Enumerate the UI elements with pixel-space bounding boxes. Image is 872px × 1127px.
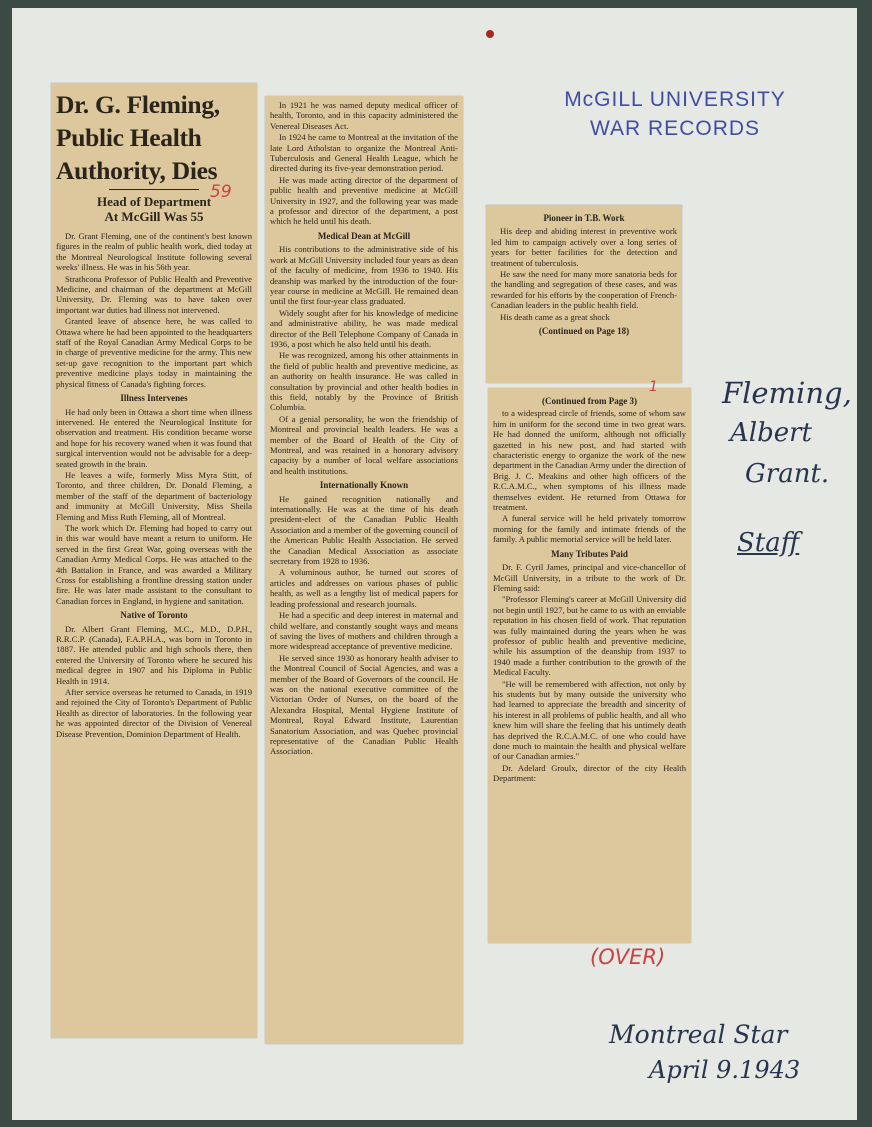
article-body xyxy=(493,396,686,784)
clipping-column-3-bottom xyxy=(488,388,691,943)
paragraph: In 1921 he was named deputy medical officer of health, Toronto, and in this capacity administered the Venereal Diseases Act. xyxy=(270,100,458,131)
paragraph: Granted leave of absence here, he was called to Ottawa where he had been appointed to the headquarters staff of the Royal Canadian Army Medical Corps to be in charge of preventive medicine for the army. This new set-up gave recognition to the important part which preventive medicine plays today in maintaining the physical fitness of Canada's fighting forces. xyxy=(56,316,252,389)
handwritten-date: April 9.1943 xyxy=(649,1056,801,1084)
war-records-stamp xyxy=(540,85,810,143)
handwritten-source: Montreal Star xyxy=(609,1020,788,1049)
paragraph: Of a genial personality, he won the friendship of Montreal and provincial health leaders. He was a member of the Board of Health of the City of Montreal, and was retained in a honorary advisory capacity by a number of local welfare associations and health institutions. xyxy=(270,413,458,476)
article-body xyxy=(270,100,458,757)
paragraph: "He will be remembered with affection, not only by his students but by many outside the university who had learned to appreciate the breadth and sincerity of his interest in all problems of public health, and all who knew him will share the feeling that his untimely death has deprived the R.C.A.M.C. of one who could have done much to maintain the health and physical welfare of our Canadian armies." xyxy=(493,678,686,762)
paragraph: The work which Dr. Fleming had hoped to carry out in this war would have meant a return to uniform. He served in the first Great War, going overseas with the Canadian Army Medical Corps. He was attached to the 4th Battalion in France, and was awarded a Military Cross for establishing a frontline dressing station under fire. He was later made assistant to the consultant to Canadian forces in England, in hygiene and sanitation. xyxy=(56,522,252,606)
clipping-column-1 xyxy=(51,83,257,1038)
paragraph: He leaves a wife, formerly Miss Myra Stitt, of Toronto, and three children, Dr. Donald Fleming, a member of the staff of the department of bacteriology and immunity at McGill University, Miss Sheila Fleming and Miss Ruth Fleming, all of Montreal. xyxy=(56,469,252,522)
page-number-note: 59 xyxy=(210,182,232,202)
handwritten-staff: Staff xyxy=(737,528,800,558)
over-note: (OVER) xyxy=(590,945,666,969)
deck-line: Head of Department xyxy=(96,194,212,209)
paragraph: Dr. F. Cyril James, principal and vice-chancellor of McGill University, in a tribute to the work of Dr. Fleming said: xyxy=(493,562,686,593)
handwritten-middle-name: Grant. xyxy=(745,459,830,489)
pen-mark: 1 xyxy=(649,379,658,395)
paragraph: After service overseas he returned to Canada, in 1919 and rejoined the City of Toronto's Department of Public Health as director of laboratories. In the following year he was appointed director of the Division of Venereal Disease Prevention, Dominion Department of Health. xyxy=(56,687,252,739)
paragraph: He had only been in Ottawa a short time when illness intervened. He entered the Neurological Institute for observation and treatment. His condition became worse and hope for his recovery waned when it was found that surgical intervention would not be advisable for a deep-seated growth in the brain. xyxy=(56,406,252,469)
article-body xyxy=(491,213,677,336)
subheading: Medical Dean at McGill xyxy=(317,230,411,241)
paragraph: Widely sought after for his knowledge of medicine and administrative ability, he was made medical director of the Bell Telephone Company of Canada in 1936, a post which he also held until his death. xyxy=(270,307,458,349)
paragraph: His deep and abiding interest in preventive work led him to campaign actively over a long series of years for better facilities for the detection and treatment of tuberculosis. xyxy=(491,226,677,268)
paragraph: Dr. Adelard Groulx, director of the city Health Department: xyxy=(493,762,686,784)
deck-line: At McGill Was 55 xyxy=(104,209,204,224)
scrapbook-page xyxy=(12,8,857,1120)
ink-dot xyxy=(486,30,494,38)
continuation-note: (Continued on Page 18) xyxy=(538,326,630,337)
paragraph: A funeral service will be held privately tomorrow morning for the family and intimate friends of the family. A public memorial service will be held later. xyxy=(493,513,686,545)
stamp-line-1: McGILL UNIVERSITY xyxy=(564,88,786,111)
headline-line: Public Health xyxy=(56,123,202,152)
paragraph: He served since 1930 as honorary health adviser to the Montreal Council of Social Agencies, and was a member of the Board of Governors of the council. He was on the national executive committee of the Victorian Order of Nurses, on the board of the Alexandra Hospital, Mental Hygiene Institute of Montreal, Royal Edward Institute, Laurentian Sanatorium Association, and was Quebec provincial representative of the Canadian Public Health Association. xyxy=(270,652,458,757)
paragraph: In 1924 he came to Montreal at the invitation of the late Lord Atholstan to organize the Montreal Anti-Tuberculosis and General Health League, which he directed during its five-year demonstration period. xyxy=(270,132,458,174)
clipping-column-3-top xyxy=(486,205,682,383)
subheading: Native of Toronto xyxy=(120,610,188,621)
paragraph: He had a specific and deep interest in maternal and child welfare, and constantly sought ways and means of saving the lives of mothers and children through a more widespread acceptance of preventive medicine. xyxy=(270,610,458,652)
subheading: Many Tributes Paid xyxy=(551,548,628,559)
paragraph: He was recognized, among his other attainments in the field of public health and preventive medicine, as an authority on health insurance. He was called in consultation by provincial and other health bodies in this field, notably by the Province of British Columbia. xyxy=(270,350,458,413)
continuation-note: (Continued from Page 3) xyxy=(541,396,638,406)
handwritten-first-name: Albert xyxy=(730,418,812,448)
paragraph: Strathcona Professor of Public Health and Preventive Medicine, and chairman of the department at McGill University, Dr. Fleming was to have taken over important war duties had illness not intervened. xyxy=(56,273,252,315)
article-body xyxy=(56,231,252,739)
subheading: Internationally Known xyxy=(319,480,409,491)
paragraph: He saw the need for many more sanatoria beds for the handling and segregation of these cases, and was rewarded for his efforts by the cooperation of French-Canadian leaders in the public health field. xyxy=(491,269,677,311)
headline xyxy=(56,88,252,187)
paragraph: His death came as a great shock xyxy=(500,311,610,322)
paragraph: "Professor Fleming's career at McGill University did not begin until 1927, but he came to us with an enviable reputation in his chosen field of work. That reputation was fully maintained during the years when he was professor of public health and preventive medicine, while his assumption of the deanship from 1937 to 1940 made a further contribution to the growth of the Medical Faculty. xyxy=(493,594,686,678)
divider xyxy=(109,189,199,190)
paragraph: His contributions to the administrative side of his work at McGill University included four years as dean of the faculty of medicine, from 1936 to 1940. His deanship was marked by the introduction of the four-year course in medicine at McGill. He remained dean until the first four-year class graduated. xyxy=(270,244,458,307)
stamp-line-2: WAR RECORDS xyxy=(589,117,761,140)
clipping-column-2 xyxy=(265,96,463,1044)
headline-line: Authority, Dies xyxy=(56,156,218,185)
paragraph: He was made acting director of the department of public health and preventive medicine at McGill University in 1927, and the following year was made a professor and director of the department, a post which he held until his death. xyxy=(270,174,458,227)
paragraph: to a widespread circle of friends, some of whom saw him in uniform for the second time in two great wars. He had donned the uniform, although not officially gazetted in his new post, and had started with characteristic energy to organize the work of the new department in the Canadian Army under the direction of Brig. J. C. Meakins and other high officers of the R.C.A.M.C., when symptoms of his illness made themselves evident. He returned from Ottawa for treatment. xyxy=(493,408,686,513)
subheading: Pioneer in T.B. Work xyxy=(543,213,625,223)
subheading: Illness Intervenes xyxy=(120,393,188,404)
paragraph: He gained recognition nationally and internationally. He was at the time of his death president-elect of the Canadian Public Health Association and a member of the governing council of the American Public Health Association. He served the Canadian Medical Association as associate secretary from 1928 to 1936. xyxy=(270,493,458,567)
headline-line: Dr. G. Fleming, xyxy=(56,90,220,119)
paragraph: Dr. Grant Fleming, one of the continent's best known figures in the realm of public health work, died today at the Montreal Neurological Institute following several weeks' illness. He was in his 56th year. xyxy=(56,231,252,273)
paragraph: Dr. Albert Grant Fleming, M.C., M.D., D.P.H., R.R.C.P. (Canada), F.A.P.H.A., was born in Toronto in 1887. He attended public and high schools there, then entered the University of Toronto where he secured his medical degree in 1907 and his Diploma in Public Health in 1914. xyxy=(56,623,252,686)
paragraph: A voluminous author, he turned out scores of articles and addresses on various phases of public health, as well as a lengthy list of medical papers for leading professional and research journals. xyxy=(270,567,458,609)
handwritten-surname: Fleming, xyxy=(722,376,852,410)
